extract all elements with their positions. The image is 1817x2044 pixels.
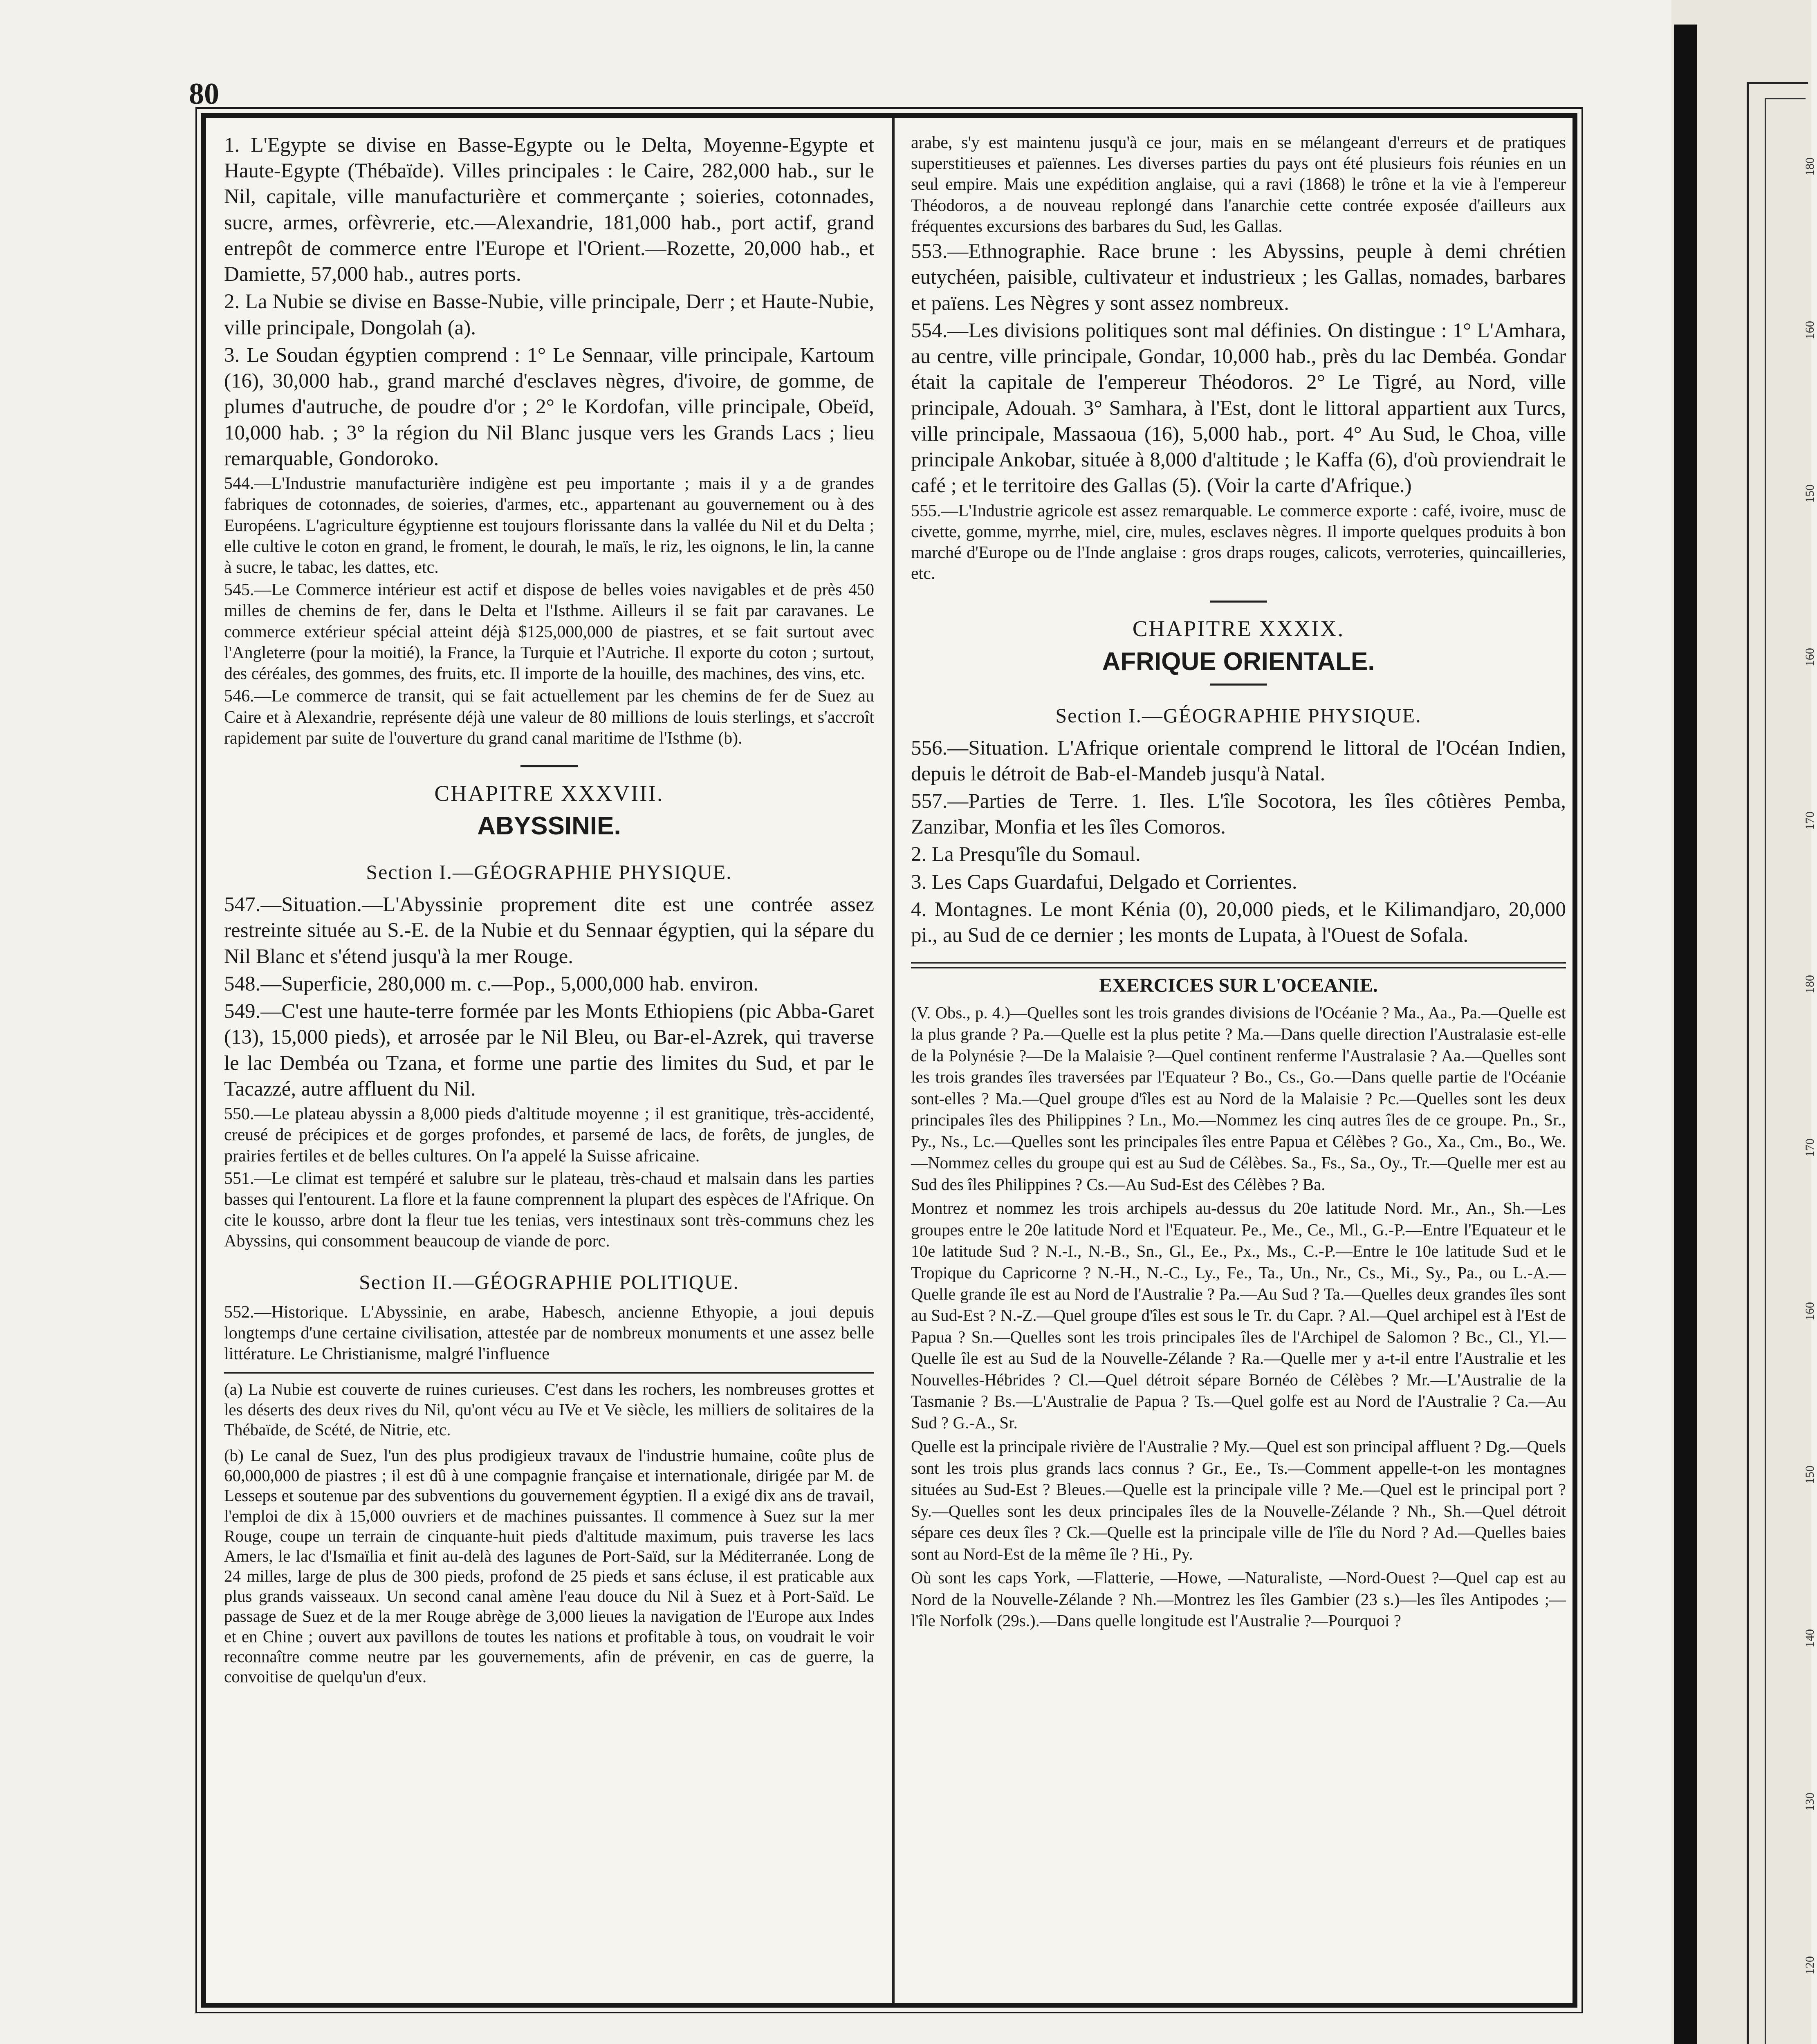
paragraph-552: 552.—Historique. L'Abyssinie, en arabe, Habesch, ancienne Ethyopie, a joui depuis longtemps d'une certaine civilisation, attestée par de nombreux monuments et une assez belle littérature. Le Christianisme, malgré l'influence (224, 1302, 874, 1364)
paragraph-554: 554.—Les divisions politiques sont mal définies. On distingue : 1° L'Amhara, au centre, ville principale, Gondar, 10,000 hab., près du lac Dembéa. Gondar était la capitale de l'empereur Théodoros. 2° Le Tigré, au Nord, ville principale, Adouah. 3° Samhara, à l'Est, dont le littoral appartient aux Turcs, ville principale, Massaoua (16), 5,000 hab., port. 4° Au Sud, le Choa, ville principale Ankobar, située à 8,000 d'altitude ; le Kaffa (6), d'où proviendrait le café ; et le territoire des Gallas (5). (Voir la carte d'Afrique.) (911, 319, 1566, 498)
section-2-title: Section II.—GÉOGRAPHIE POLITIQUE. (359, 1270, 739, 1293)
map-scale-label: 140 (1803, 1629, 1817, 1647)
paragraph-546: 546.—Le commerce de transit, qui se fait actuellement par les chemins de fer de Suez au Caire et à Alexandrie, représente déjà une valeur de 80 millions de louis sterlings, et s'accroît rapidement par suite de l'ouverture du grand canal maritime de l'Isthme (b). (224, 687, 874, 748)
page-number: 80 (189, 77, 219, 111)
paragraph-552-continued: arabe, s'y est maintenu jusqu'à ce jour, mais en se mélangeant d'erreurs et de pratiques superstitieuses et païennes. Les diverses parties du pays ont été plusieurs fois réunies en un seul empire. Mais une expédition anglaise, qui a ravi (1868) le trône et la vie à l'empereur Théodoros, a de nouveau replongé dans l'anarchie cette contrée exposée d'ailleurs aux fréquentes excursions des barbares du Sud, les Gallas. (911, 133, 1566, 236)
section-1-title: Section I.—GÉOGRAPHIE PHYSIQUE. (366, 861, 732, 884)
chapter-rule (1210, 684, 1267, 686)
exercise-paragraph-1: (V. Obs., p. 4.)—Quelles sont les trois grandes divisions de l'Océanie ? Ma., Aa., Pa.—Quelle est la plus grande ? Pa.—Quelle est la plus petite ? Ma.—Dans quelle direction l'Australasie est-elle de la Polynésie ?—De la Malaisie ?—Quel continent renferme l'Australasie ? Aa.—Quelles sont les trois grandes îles traversées par l'Equateur ? Bo., Cs., Go.—Dans quelle partie de l'Océanie sont-elles ? Ma.—Quel groupe d'îles est au Nord de la Malaisie ? Pc.—Quelles sont les deux principales îles des Philippines ? Ln., Mo.—Nommez les cinq autres îles de ce groupe. Pn., Sr., Py., Ns., Lc.—Quelles sont les principales îles entre Papua et Célèbes ? Go., Xa., Cm., Bo., We.—Nommez celles du groupe qui est au Sud de Célèbes. Sa., Fs., Sa., Oy., Tr.—Quelle mer est au Sud des îles Philippines ? Cs.—Au Sud-Est des Célèbes ? Ba. (911, 1003, 1566, 1194)
paragraph-557-4: 4. Montagnes. Le mont Kénia (0), 20,000 pieds, et le Kilimandjaro, 20,000 pi., au Sud de ce dernier ; les monts de Lupata, à l'Ouest de Sofala. (911, 898, 1566, 947)
chapter-rule (520, 765, 578, 767)
paragraph-nubie: 2. La Nubie se divise en Basse-Nubie, ville principale, Derr ; et Haute-Nubie, ville principale, Dongolah (a). (224, 290, 874, 339)
map-scale-label: 150 (1803, 1466, 1817, 1484)
map-scale-label: 130 (1803, 1793, 1817, 1811)
exercise-paragraph-3: Quelle est la principale rivière de l'Australie ? My.—Quel est son principal affluent ? Dg.—Quels sont les trois plus grands lacs connus ? Gr., Ee., Ts.—Comment appelle-t-on les montagnes situées au Sud-Est ? Bleues.—Quelle est la principale ville ? Me.—Quel est le principal port ? Sy.—Quelles sont les deux principales îles de la Nouvelle-Zélande ? Nh., Sh.—Quel détroit sépare ces deux îles ? Ck.—Quelle est la principale ville de l'île du Nord ? Ad.—Quelles baies sont au Nord-Est de la même île ? Hi., Py. (911, 1437, 1566, 1563)
chapter-rule (1210, 601, 1267, 603)
map-border-inner (1765, 98, 1806, 2044)
section-1-title-east: Section I.—GÉOGRAPHIE PHYSIQUE. (1055, 704, 1422, 727)
paragraph-egypt: 1. L'Egypte se divise en Basse-Egypte ou le Delta, Moyenne-Egypte et Haute-Egypte (Thébaïde). Villes principales : le Caire, 282,000 hab., sur le Nil, capitale, ville manufacturière et commerçante ; soieries, cotonnades, sucre, armes, orfèvrerie, etc.—Alexandrie, 181,000 hab., port actif, grand entrepôt de commerce entre l'Europe et l'Orient.—Rozette, 20,000 hab., et Damiette, 57,000 hab., autres ports. (224, 134, 874, 286)
paragraph-548: 548.—Superficie, 280,000 m. c.—Pop., 5,000,000 hab. environ. (224, 972, 759, 995)
exercise-title: EXERCICES SUR L'OCEANIE. (1099, 975, 1378, 997)
paragraph-553: 553.—Ethnographie. Race brune : les Abyssins, peuple à demi chrétien eutychéen, paisible, cultivateur et industrieux ; les Gallas, nomades, barbares et païens. Les Nègres y sont assez nombreux. (911, 240, 1566, 315)
exercise-paragraph-4: Où sont les caps York, —Flatterie, —Howe, —Naturaliste, —Nord-Ouest ?—Quel cap est au Nord de la Nouvelle-Zélande ? Nh.—Montrez les îles Gambier (23 s.)—les îles Antipodes ;—l'île Norfolk (29s.).—Dans quelle longitude est l'Australie ?—Pourquoi ? (911, 1568, 1566, 1630)
paragraph-soudan: 3. Le Soudan égyptien comprend : 1° Le Sennaar, ville principale, Kartoum (16), 30,000 hab., grand marché d'esclaves nègres, d'ivoire, de gomme, de plumes d'autruche, de poudre d'or ; 2° le Kordofan, ville principale, Obeïd, 10,000 hab. ; 3° la région du Nil Blanc jusque vers les Grands Lacs ; lieu remarquable, Gondoroko. (224, 343, 874, 470)
footnote-a: (a) La Nubie est couverte de ruines curieuses. C'est dans les rochers, les nombreuses grottes et les déserts des deux rives du Nil, qu'ont vécu au IVe et Ve siècle, les milliers de solitaires de la Thébaïde, de Scété, de Nitrie, etc. (224, 1380, 874, 1439)
map-scale-label: 180 (1803, 157, 1817, 176)
map-scale-label: 160 (1803, 648, 1817, 666)
exercise-paragraph-2: Montrez et nommez les trois archipels au-dessus du 20e latitude Nord. Mr., An., Sh.—Les groupes entre le 20e latitude Nord et l'Equateur. Pe., Me., Ce., Ml., G.-P.—Entre l'Equateur et le 10e latitude Sud ? N.-I., N.-B., Sn., Gl., Ee., Px., Ms., C.-P.—Entre le 10e latitude Sud et le Tropique du Capricorne ? N.-H., N.-C., Ly., Fe., Ta., Un., Nr., Cs., Mi., Sy., Pa., ou L.-A.—Quelle grande île est au Nord de l'Australie ? Pa.—Au Sud ? Ta.—Quelles deux grandes îles sont au Sud-Est ? N.-Z.—Quel groupe d'îles est sous le Tr. du Capr. ? Al.—Quel archipel est à l'Est de Papua ? Sn.—Quelles sont les trois principales îles de l'Archipel de Salomon ? Bc., Cl., Yl.—Quelle île est au Sud de la Nouvelle-Zélande ? Ra.—Quelle mer y a-t-il entre l'Australie et les Nouvelles-Hébrides ? Cl.—Quel détroit sépare Bornéo de Célèbes ? Mr.—L'Australie de la Tasmanie ? Bs.—L'Australie de Papua ? Ts.—Quel golfe est au Nord de l'Australie ? Ca.—Au Sud ? G.-A., Sr. (911, 1199, 1566, 1432)
paragraph-544: 544.—L'Industrie manufacturière indigène est peu importante ; mais il y a de grandes fabriques de cotonnades, de soieries, d'armes, etc., appartenant au gouvernement ou à des Européens. L'agriculture égyptienne est toujours florissante dans la vallée du Nil et du Delta ; elle cultive le coton en grand, le froment, le dourah, le maïs, le riz, les oignons, le lin, la canne à sucre, le tabac, les dattes, etc. (224, 474, 874, 577)
paragraph-557-3: 3. Les Caps Guardafui, Delgado et Corrientes. (911, 870, 1297, 894)
paragraph-547: 547.—Situation.—L'Abyssinie proprement dite est une contrée assez restreinte située au S.-E. de la Nubie et du Sennaar égyptien, qui la sépare du Nil Blanc et s'étend jusqu'à la mer Rouge. (224, 893, 874, 968)
column-divider (892, 118, 895, 2003)
paragraph-545: 545.—Le Commerce intérieur est actif et dispose de belles voies navigables et de près 450 milles de chemins de fer, dans le Delta et l'Isthme. Ailleurs il se fait par caravanes. Le commerce extérieur spécial atteint déjà $125,000,000 de piastres, et se fait surtout avec l'Angleterre (pour la moitié), la France, la Turquie et l'Autriche. Il exporte du coton ; surtout, des céréales, des gommes, des fruits, etc. Il importe de la houille, des machines, des vins, etc. (224, 580, 874, 684)
paragraph-550: 550.—Le plateau abyssin a 8,000 pieds d'altitude moyenne ; il est granitique, très-accidenté, creusé de précipices et de gorges profondes, et parsemé de lacs, de forêts, de jungles, de prairies fertiles et de belles cultures. On l'a appelé la Suisse africaine. (224, 1105, 874, 1165)
chapter-39-title: AFRIQUE ORIENTALE. (1102, 647, 1375, 676)
right-column (911, 132, 1566, 1986)
paragraph-551: 551.—Le climat est tempéré et salubre sur le plateau, très-chaud et malsain dans les parties basses qui l'entourent. La flore et la faune comprennent la plupart des espèces de l'Afrique. On cite le kousso, arbre dont la fleur tue les tenias, vers intestinaux sont très-communs chez les Abyssins, qui consomment beaucoup de viande de porc. (224, 1169, 874, 1251)
map-scale-label: 150 (1803, 484, 1817, 503)
chapter-39-number: CHAPITRE XXXIX. (1132, 616, 1345, 641)
paragraph-557-2: 2. La Presqu'île du Somaul. (911, 843, 1141, 866)
paragraph-549: 549.—C'est une haute-terre formée par les Monts Ethiopiens (pic Abba-Garet (13), 15,000 pieds), et arrosée par le Nil Bleu, ou Bar-el-Azrek, qui traverse le lac Dembéa ou Tzana, et forme une partie des limites du Sud, et par le Tacazzé, autre affluent du Nil. (224, 1000, 874, 1100)
map-scale-label: 170 (1803, 1139, 1817, 1157)
page-frame (201, 113, 1577, 2008)
binding-strip (1674, 25, 1697, 2044)
paragraph-556: 556.—Situation. L'Afrique orientale comprend le littoral de l'Océan Indien, depuis le détroit de Bab-el-Mandeb jusqu'à Natal. (911, 736, 1566, 785)
map-scale-label: 120 (1803, 1956, 1817, 1975)
map-scale-label: 180 (1803, 975, 1817, 993)
left-column (224, 132, 874, 1986)
paragraph-555: 555.—L'Industrie agricole est assez remarquable. Le commerce exporte : café, ivoire, musc de civette, gomme, myrrhe, miel, cire, mules, esclaves nègres. Il importe quelques produits à bon marché d'Europe ou de l'Inde anglaise : gros draps rouges, calicots, verroteries, quincailleries, etc. (911, 501, 1566, 583)
footnote-b: (b) Le canal de Suez, l'un des plus prodigieux travaux de l'industrie humaine, coûte plus de 60,000,000 de piastres ; il est dû à une compagnie française et internationale, dirigée par M. de Lesseps et soutenue par des subventions du gouvernement égyptien. Il a exigé dix ans de travail, l'emploi de dix à 15,000 ouvriers et de machines puissantes. Il commence à Suez sur la mer Rouge, coupe un terrain de cinquante-huit pieds d'altitude maximum, puis traverse les lacs Amers, le lac d'Ismaïlia et finit au-delà des lagunes de Port-Saïd, sur la Méditerranée. Long de 24 milles, large de plus de 300 pieds, profond de 25 pieds et sans écluse, il est praticable aux plus grands vaisseaux. Un second canal amène l'eau douce du Nil à Suez et à Port-Saïd. Le passage de Suez et de la mer Rouge abrège de 3,000 lieues la navigation de l'Europe aux Indes et en Chine ; ouvert aux pavillons de toutes les nations et profitable à tous, on voudrait le voir reconnaître comme neutre par les gouvernements, afin de prévenir, en cas de guerre, la convoitise de quelqu'un d'eux. (224, 1446, 874, 1686)
paragraph-557: 557.—Parties de Terre. 1. Iles. L'île Socotora, les îles côtières Pemba, Zanzibar, Monfia et les îles Comoros. (911, 789, 1566, 839)
exercise-rule (911, 962, 1566, 968)
footnote-rule (224, 1372, 874, 1374)
chapter-38-title: ABYSSINIE. (477, 812, 621, 840)
map-scale-label: 170 (1803, 811, 1817, 830)
chapter-38-number: CHAPITRE XXXVIII. (434, 781, 664, 806)
map-scale-label: 160 (1803, 1302, 1817, 1320)
map-scale-label: 160 (1803, 321, 1817, 339)
